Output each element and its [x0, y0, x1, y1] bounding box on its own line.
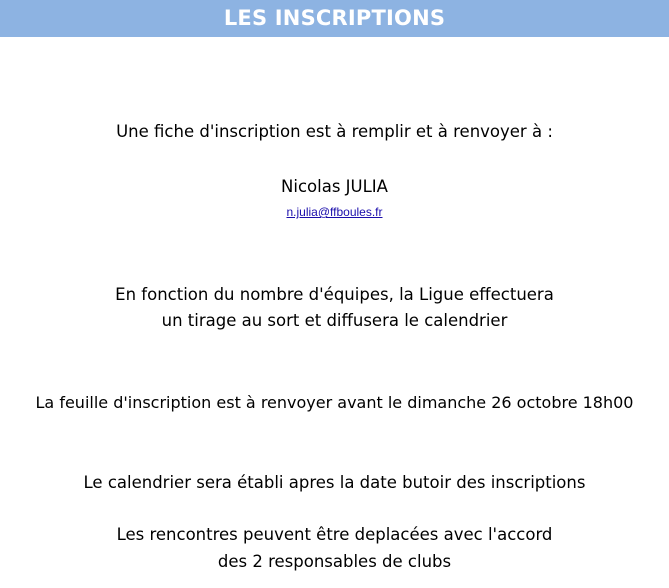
contact-name: Nicolas JULIA	[281, 177, 388, 196]
draw-text-line-2: un tirage au sort et diffusera le calendrier	[161, 311, 508, 330]
intro-text: Une fiche d'inscription est à remplir et à renvoyer à :	[116, 122, 553, 141]
reschedule-text-line-2: des 2 responsables de clubs	[217, 552, 452, 571]
reschedule-text-line-1: Les rencontres peuvent être deplacées avec l'accord	[116, 525, 553, 544]
draw-text-line-1: En fonction du nombre d'équipes, la Ligue effectuera	[115, 285, 554, 304]
calendar-text: Le calendrier sera établi apres la date butoir des inscriptions	[83, 473, 586, 492]
contact-email-link[interactable]: n.julia@ffboules.fr	[286, 205, 383, 219]
page-title: LES INSCRIPTIONS	[0, 0, 669, 37]
deadline-text: La feuille d'inscription est à renvoyer avant le dimanche 26 octobre 18h00	[35, 393, 634, 412]
